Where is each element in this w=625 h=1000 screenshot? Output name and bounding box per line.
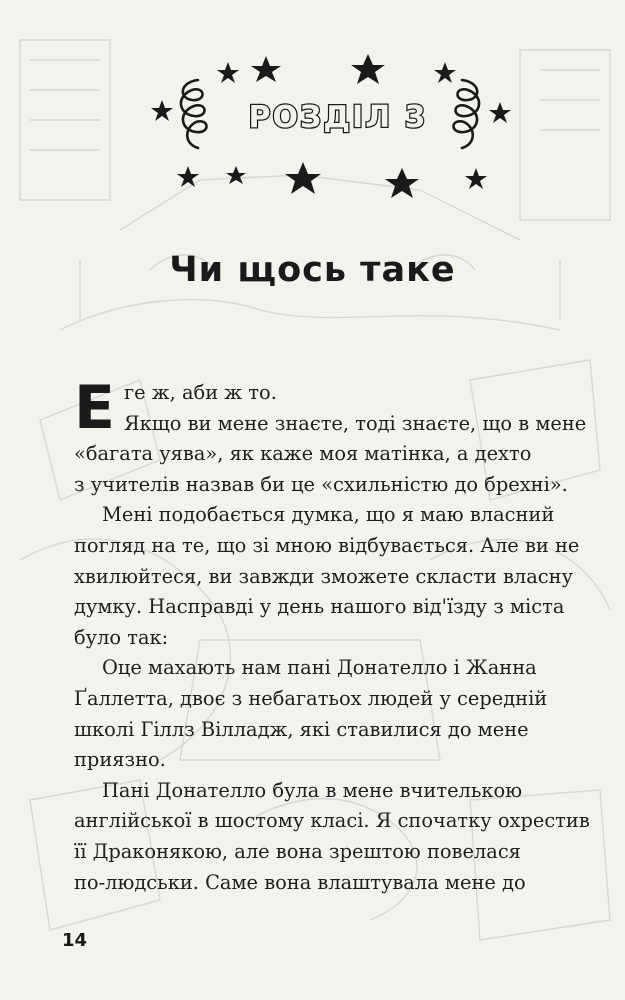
text-line: приязно. [74,748,166,772]
text-line: з учителів назвав би це «схильністю до брехні». [74,472,568,496]
text-line: її Драконякою, але вона зрештою повелася [74,839,521,863]
text-line: ге ж, аби ж то. [124,381,277,404]
star-icon [251,56,281,82]
star-icon [434,62,456,83]
star-icon [285,162,321,194]
swirl-icon [181,80,207,148]
text-line: хвилюйтеся, ви завжди зможете скласти власну [74,564,573,588]
star-icon [217,62,239,83]
body-text [74,373,590,898]
text-line: по-людськи. Саме вона влаштувала мене до [74,870,526,894]
text-line: школі Гіллз Вілладж, які ставилися до мене [74,717,529,741]
star-icon [385,168,419,198]
text-line: Пані Донателло була в мене вчителькою [102,778,523,802]
swirl-icon [454,80,480,148]
page-number: 14 [62,930,88,951]
star-icon [226,166,246,184]
chapter-label: РОЗДІЛ 3 [248,100,428,135]
star-icon [489,102,511,123]
text-line: було так: [74,625,169,649]
star-icon [151,100,173,121]
star-icon [177,166,199,187]
drop-cap: Е [74,373,115,443]
text-line: Мені подобається думка, що я маю власний [102,503,555,527]
text-line: погляд на те, що зі мною відбувається. Але ви не [74,533,580,557]
text-line: думку. Насправді у день нашого від'їзду з міста [74,595,565,619]
chapter-title: Чи щось таке [169,250,456,290]
text-line: Оце махають нам пані Донателло і Жанна [102,656,537,680]
text-line: «багата уява», як каже моя матінка, а дехто [74,442,532,466]
star-icon [351,54,385,84]
text-line: Якщо ви мене знаєте, тоді знаєте, що в мене [124,411,587,435]
text-line: Ґаллетта, двоє з небагатьох людей у середній [74,686,548,710]
text-line: англійської в шостому класі. Я спочатку охрестив [74,809,590,833]
star-icon [465,168,487,189]
